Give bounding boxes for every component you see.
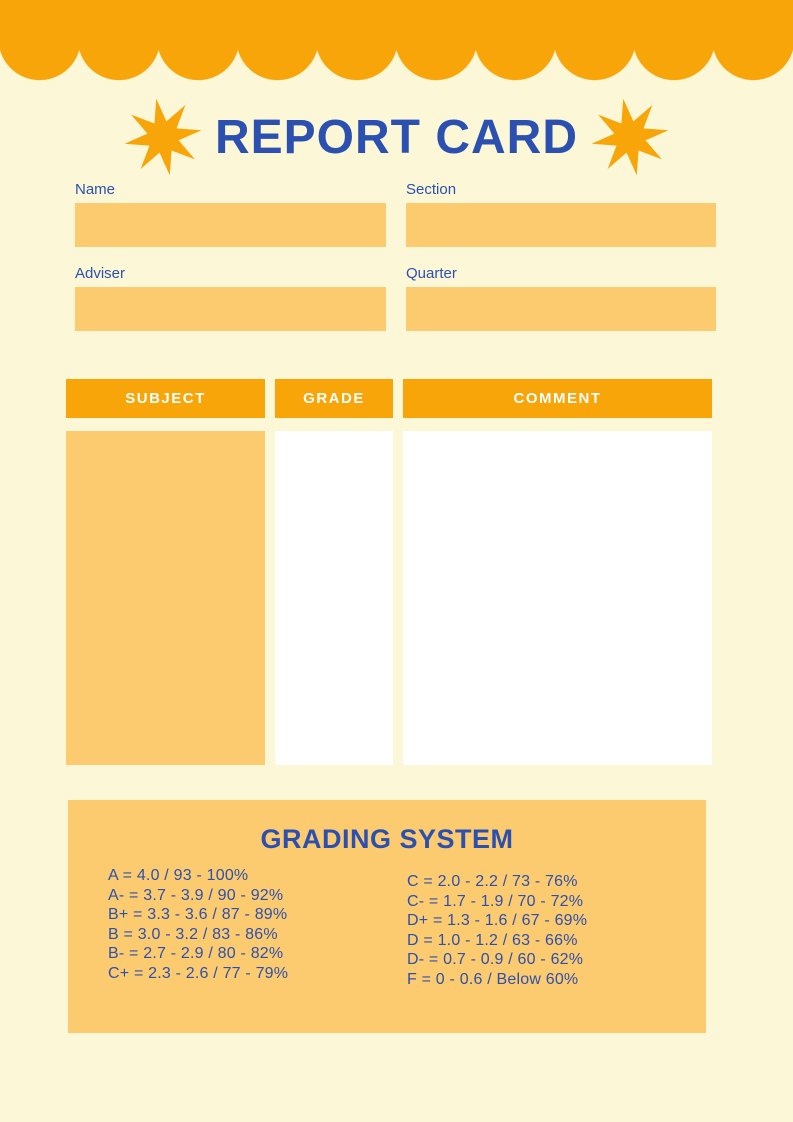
comment-column-header: COMMENT xyxy=(403,379,712,418)
grading-system-section xyxy=(68,800,706,1033)
section-label: Section xyxy=(406,181,457,198)
student-info-form xyxy=(75,181,716,331)
quarter-input[interactable] xyxy=(406,287,716,331)
grading-scale-left-column xyxy=(108,866,288,983)
grading-scale-line: A = 4.0 / 93 - 100% xyxy=(108,867,249,884)
grades-table-header xyxy=(66,379,712,418)
scallop-edge xyxy=(0,39,793,84)
quarter-label: Quarter xyxy=(406,265,457,282)
comment-body-cell[interactable] xyxy=(403,431,712,765)
title-row xyxy=(0,96,793,178)
grading-scale-line: D- = 0.7 - 0.9 / 60 - 62% xyxy=(407,951,584,968)
section-field-group xyxy=(406,181,716,247)
grades-table-body xyxy=(66,431,712,765)
grading-scale-line: A- = 3.7 - 3.9 / 90 - 92% xyxy=(108,886,284,904)
section-input[interactable] xyxy=(406,203,716,247)
grading-scale-line: B- = 2.7 - 2.9 / 80 - 82% xyxy=(108,945,284,962)
adviser-input[interactable] xyxy=(75,287,386,331)
subject-column-header: SUBJECT xyxy=(66,379,265,418)
grading-system-title: GRADING SYSTEM xyxy=(260,824,514,854)
grading-scale-line: F = 0 - 0.6 / Below 60% xyxy=(407,970,579,988)
starburst-icon-left xyxy=(118,92,208,182)
grades-table xyxy=(66,379,712,765)
adviser-field-group xyxy=(75,265,386,331)
quarter-field-group xyxy=(406,265,716,331)
page-title: REPORT CARD xyxy=(214,110,578,164)
grade-column-header: GRADE xyxy=(275,379,393,418)
grading-scale-line: B+ = 3.3 - 3.6 / 87 - 89% xyxy=(108,906,288,923)
header-band xyxy=(0,0,793,39)
grading-scale-right-column xyxy=(407,872,587,989)
name-field-group xyxy=(75,181,386,247)
grading-scale-line: C = 2.0 - 2.2 / 73 - 76% xyxy=(407,873,578,890)
grading-scale-line: D+ = 1.3 - 1.6 / 67 - 69% xyxy=(407,912,588,929)
grading-scale-line: C- = 1.7 - 1.9 / 70 - 72% xyxy=(407,892,584,910)
name-label: Name xyxy=(75,181,116,198)
grading-scale-line: C+ = 2.3 - 2.6 / 77 - 79% xyxy=(108,964,289,982)
grading-scale-line: D = 1.0 - 1.2 / 63 - 66% xyxy=(407,931,578,949)
grade-body-cell[interactable] xyxy=(275,431,393,765)
name-input[interactable] xyxy=(75,203,386,247)
subject-body-cell[interactable] xyxy=(66,431,265,765)
grading-scale-line: B = 3.0 - 3.2 / 83 - 86% xyxy=(108,925,278,943)
starburst-icon-right xyxy=(585,92,675,182)
adviser-label: Adviser xyxy=(75,265,126,282)
